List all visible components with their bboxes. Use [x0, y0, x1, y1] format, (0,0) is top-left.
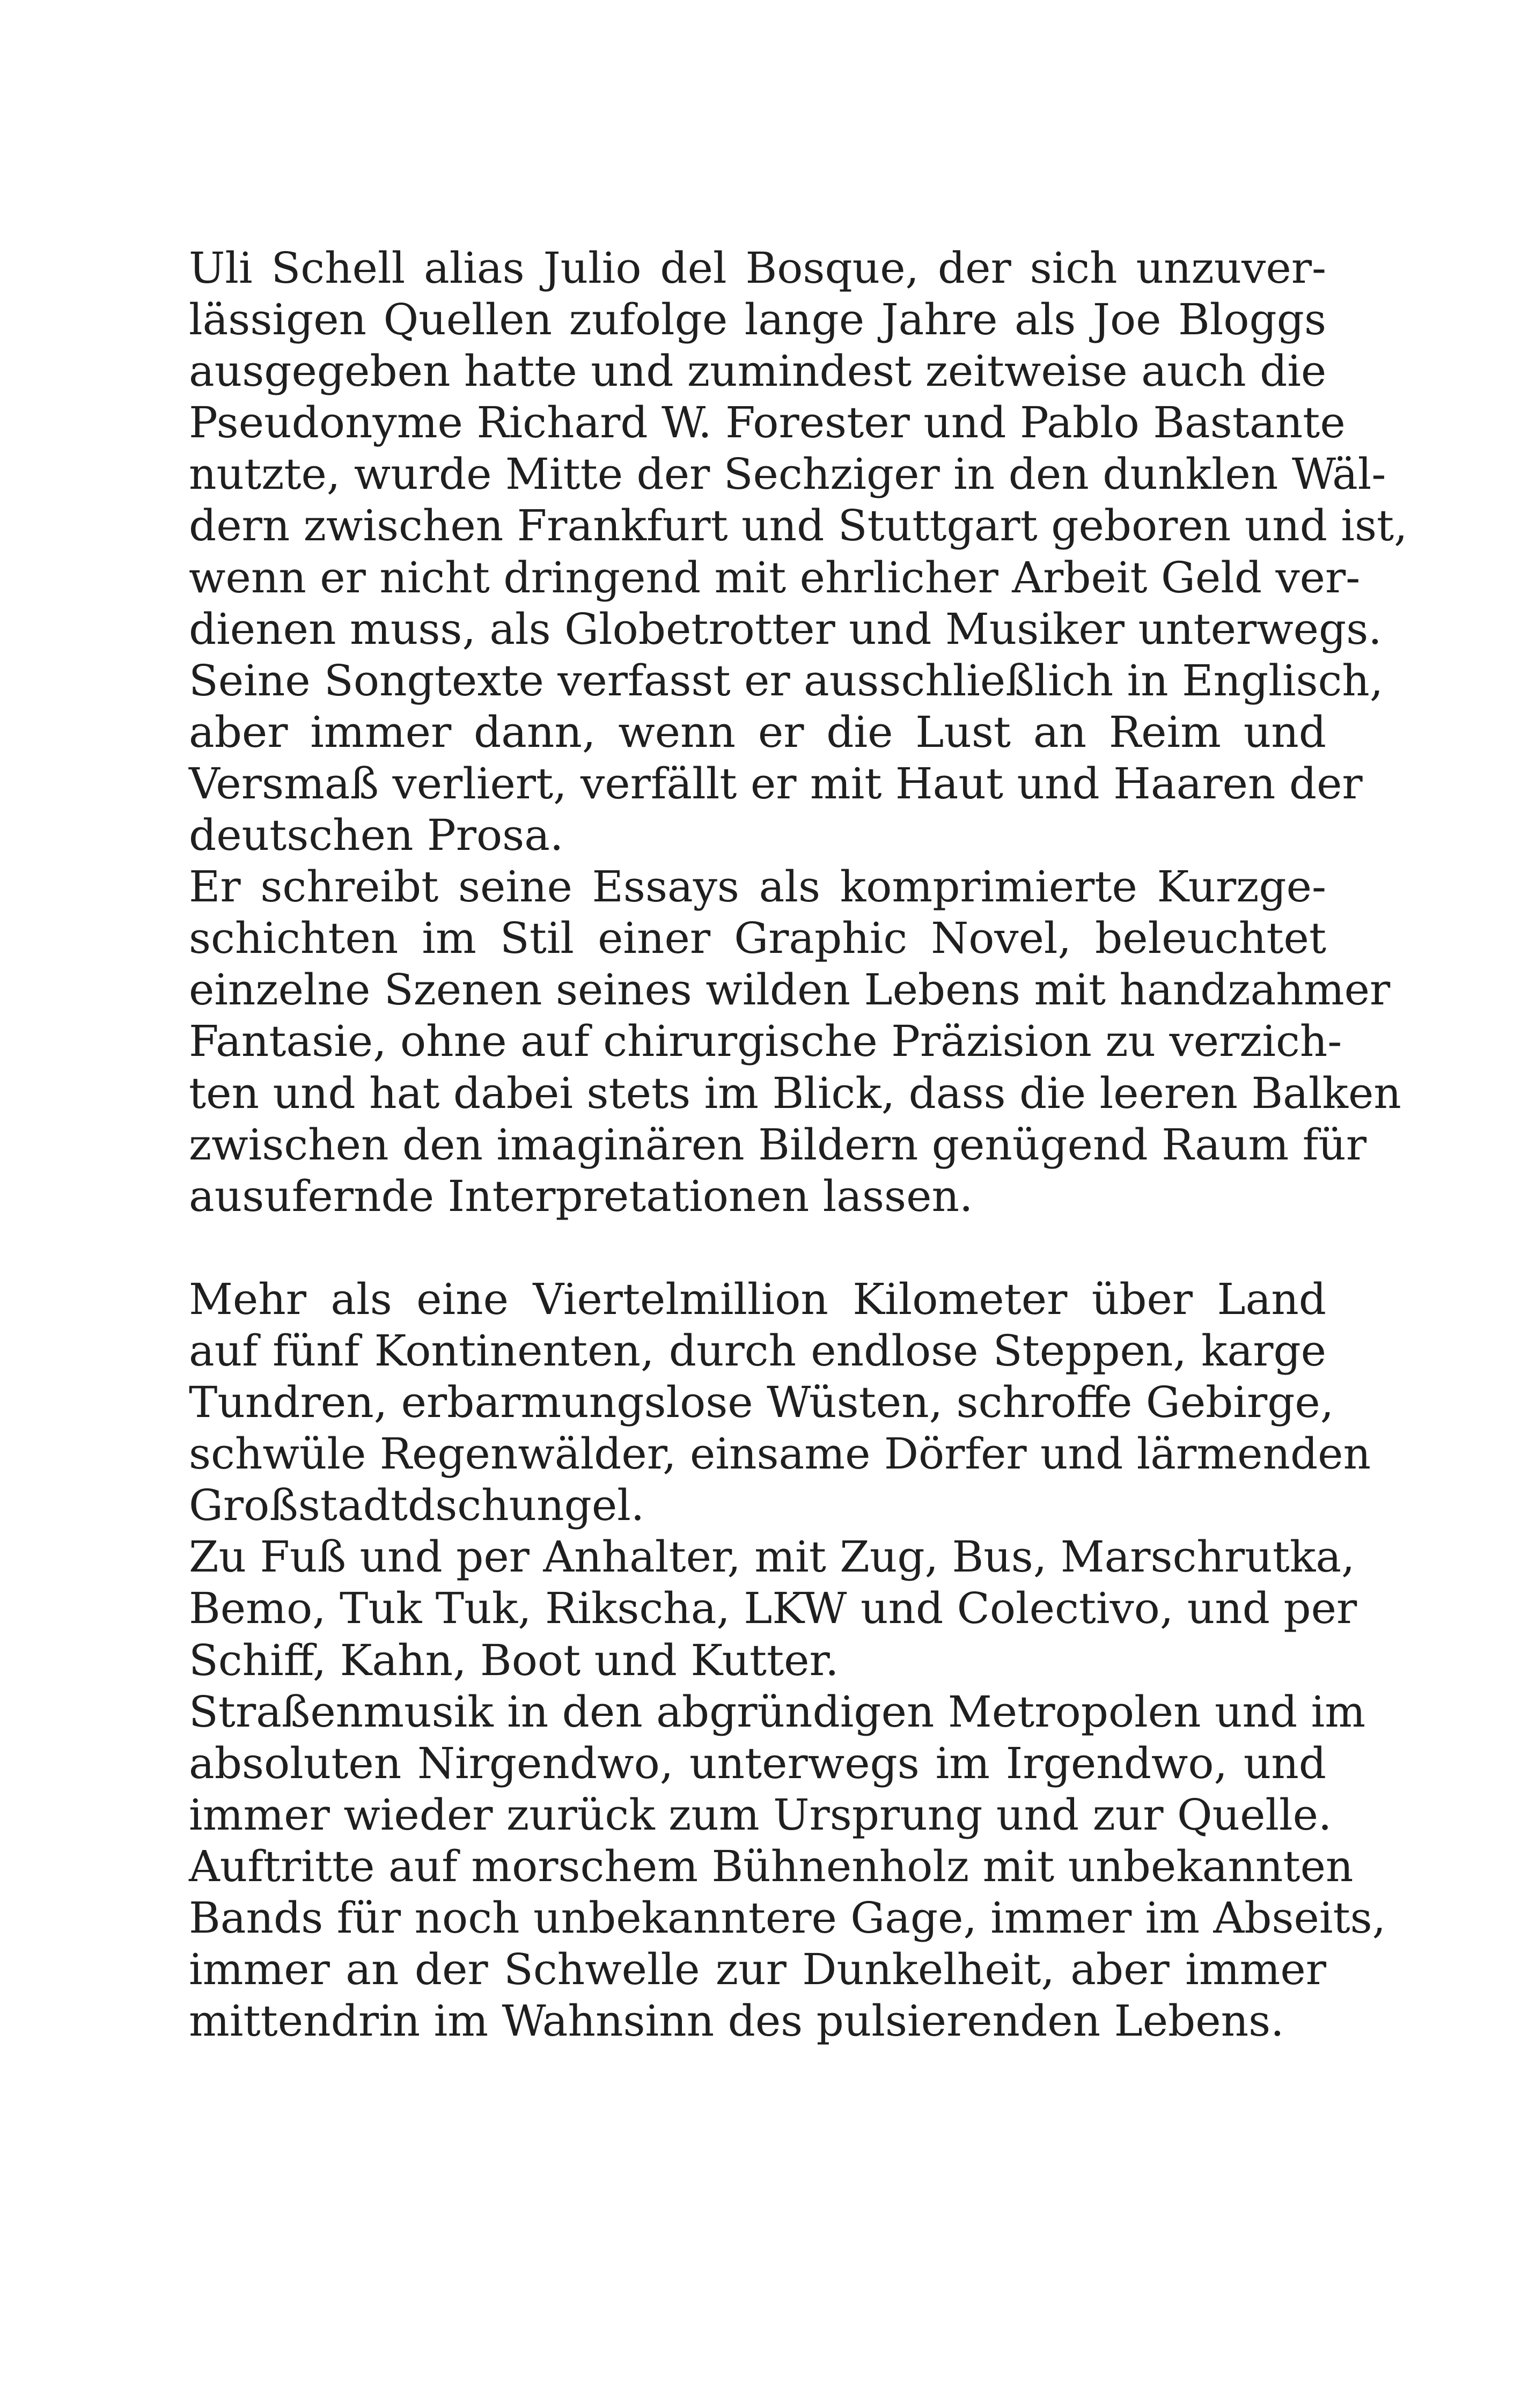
text-line: Uli Schell alias Julio del Bosque, der sich unzuver-	[189, 243, 1326, 293]
text-line: Mehr als eine Viertelmillion Kilometer über Land	[189, 1274, 1326, 1324]
text-line: Großstadtdschungel.	[189, 1480, 645, 1531]
text-line: lässigen Quellen zufolge lange Jahre als Joe Bloggs	[189, 295, 1326, 345]
text-line: Seine Songtexte verfasst er ausschließlich in Englisch,	[189, 655, 1384, 706]
text-line: Tundren, erbarmungslose Wüsten, schroffe Gebirge,	[189, 1377, 1334, 1428]
paragraph-spacer	[189, 1222, 1326, 1274]
text-line: wenn er nicht dringend mit ehrlicher Arbeit Geld ver-	[189, 552, 1361, 603]
paragraph-performances	[189, 1841, 1386, 2047]
text-line: immer wieder zurück zum Ursprung und zur Quelle.	[189, 1789, 1332, 1840]
text-line: Bemo, Tuk Tuk, Rikscha, LKW und Colectivo, und per	[189, 1583, 1357, 1634]
text-line: Zu Fuß und per Anhalter, mit Zug, Bus, Marschrutka,	[189, 1532, 1355, 1582]
text-line: mittendrin im Wahnsinn des pulsierenden Lebens.	[189, 1996, 1284, 2046]
text-line: ausufernde Interpretationen lassen.	[189, 1171, 973, 1221]
text-line: ten und hat dabei stets im Blick, dass die leeren Balken	[189, 1068, 1401, 1118]
text-line: dienen muss, als Globetrotter und Musiker unterwegs.	[189, 604, 1382, 654]
text-line: Bands für noch unbekanntere Gage, immer im Abseits,	[189, 1893, 1386, 1943]
text-line: schichten im Stil einer Graphic Novel, beleuchtet	[189, 913, 1326, 964]
text-line: nutzte, wurde Mitte der Sechziger in den dunklen Wäl-	[189, 449, 1386, 500]
text-line: Straßenmusik in den abgründigen Metropolen und im	[189, 1686, 1366, 1737]
text-line: Versmaß verliert, verfällt er mit Haut und Haaren der	[189, 758, 1363, 809]
text-line: Er schreibt seine Essays als komprimierte Kurzge-	[189, 862, 1326, 912]
paragraph-essays	[189, 861, 1401, 1222]
text-line: Auftritte auf morschem Bühnenholz mit unbekannten	[189, 1841, 1354, 1891]
paragraph-transport	[189, 1531, 1357, 1686]
paragraph-biography	[189, 243, 1408, 861]
text-line: einzelne Szenen seines wilden Lebens mit handzahmer	[189, 965, 1391, 1015]
text-line: Pseudonyme Richard W. Forester und Pablo Bastante	[189, 398, 1346, 448]
text-line: auf fünf Kontinenten, durch endlose Steppen, karge	[189, 1325, 1326, 1376]
body-text	[189, 243, 1408, 2047]
text-line: aber immer dann, wenn er die Lust an Reim und	[189, 707, 1326, 757]
text-line: schwüle Regenwälder, einsame Dörfer und lärmenden	[189, 1429, 1371, 1479]
text-line: absoluten Nirgendwo, unterwegs im Irgendwo, und	[189, 1738, 1326, 1788]
paragraph-street-music	[189, 1686, 1366, 1841]
text-line: immer an der Schwelle zur Dunkelheit, aber immer	[189, 1944, 1326, 1995]
text-line: Schiff, Kahn, Boot und Kutter.	[189, 1635, 839, 1685]
text-line: Fantasie, ohne auf chirurgische Präzision zu verzich-	[189, 1016, 1342, 1067]
text-line: zwischen den imaginären Bildern genügend Raum für	[189, 1119, 1367, 1170]
paragraph-travels	[189, 1274, 1371, 1531]
text-line: deutschen Prosa.	[189, 810, 564, 861]
text-line: dern zwischen Frankfurt und Stuttgart geboren und ist,	[189, 501, 1408, 551]
text-line: ausgegeben hatte und zumindest zeitweise auch die	[189, 346, 1327, 397]
